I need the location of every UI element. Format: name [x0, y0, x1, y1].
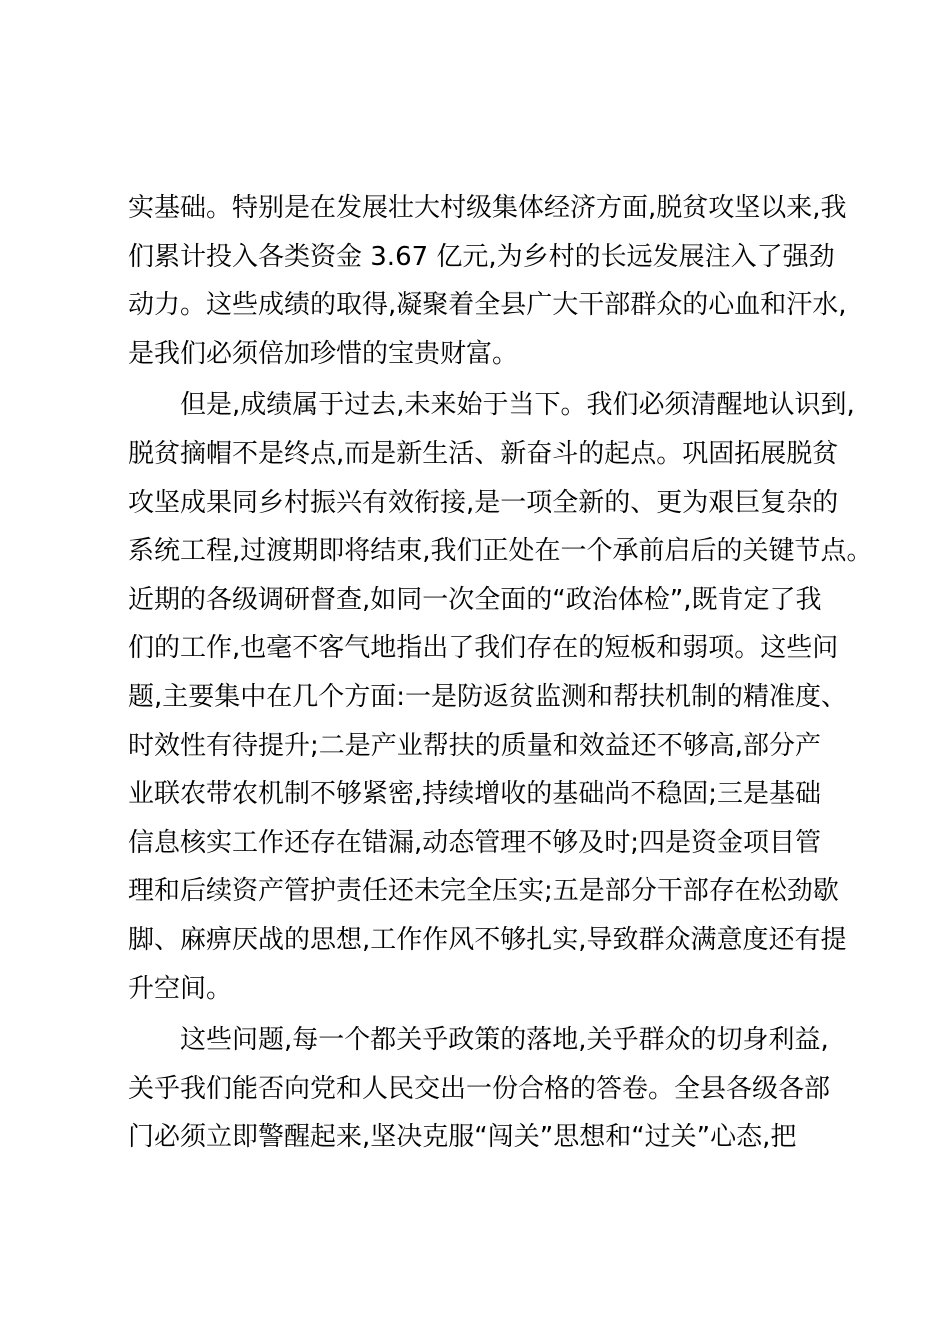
document-body [128, 184, 873, 1162]
text-line: 升空间。 [128, 973, 233, 1004]
text-line: 脚、麻痹厌战的思想,工作作风不够扎实,导致群众满意度还有提 [128, 924, 847, 955]
text-line: 们累计投入各类资金 3.67 亿元,为乡村的长远发展注入了强劲 [128, 241, 835, 272]
text-line: 近期的各级调研督查,如同一次全面的“政治体检”,既肯定了我 [128, 584, 822, 615]
text-line: 是我们必须倍加珍惜的宝贵财富。 [128, 338, 519, 369]
text-line: 们的工作,也毫不客气地指出了我们存在的短板和弱项。这些问 [128, 633, 839, 664]
text-line: 脱贫摘帽不是终点,而是新生活、新奋斗的起点。巩固拓展脱贫 [128, 438, 839, 469]
text-line: 动力。这些成绩的取得,凝聚着全县广大干部群众的心血和汗水, [128, 290, 847, 321]
text-line: 攻坚成果同乡村振兴有效衔接,是一项全新的、更为艰巨复杂的 [128, 487, 839, 518]
text-line: 这些问题,每一个都关乎政策的落地,关乎群众的切身利益, [180, 1025, 829, 1056]
text-line: 理和后续资产管护责任还未完全压实;五是部分干部存在松劲歇 [128, 876, 839, 907]
text-line: 实基础。特别是在发展壮大村级集体经济方面,脱贫攻坚以来,我 [128, 193, 847, 223]
paragraph-continuation [128, 184, 848, 378]
text-line: 系统工程,过渡期即将结束,我们正处在一个承前启后的关键节点。 [128, 536, 873, 567]
text-line: 业联农带农机制不够紧密,持续增收的基础尚不稳固;三是基础 [128, 779, 822, 810]
text-line: 关乎我们能否向党和人民交出一份合格的答卷。全县各级各部 [128, 1073, 831, 1104]
text-line: 时效性有待提升;二是产业帮扶的质量和效益还不够高,部分产 [128, 730, 822, 761]
text-line: 门必须立即警醒起来,坚决克服“闯关”思想和“过关”心态,把 [128, 1122, 797, 1153]
paragraph-problems [128, 381, 873, 1013]
text-line: 但是,成绩属于过去,未来始于当下。我们必须清醒地认识到, [180, 390, 855, 421]
paragraph-call-to-action [128, 1016, 848, 1162]
text-line: 题,主要集中在几个方面:一是防返贫监测和帮扶机制的精准度、 [128, 681, 848, 712]
text-line: 信息核实工作还存在错漏,动态管理不够及时;四是资金项目管 [128, 827, 822, 858]
